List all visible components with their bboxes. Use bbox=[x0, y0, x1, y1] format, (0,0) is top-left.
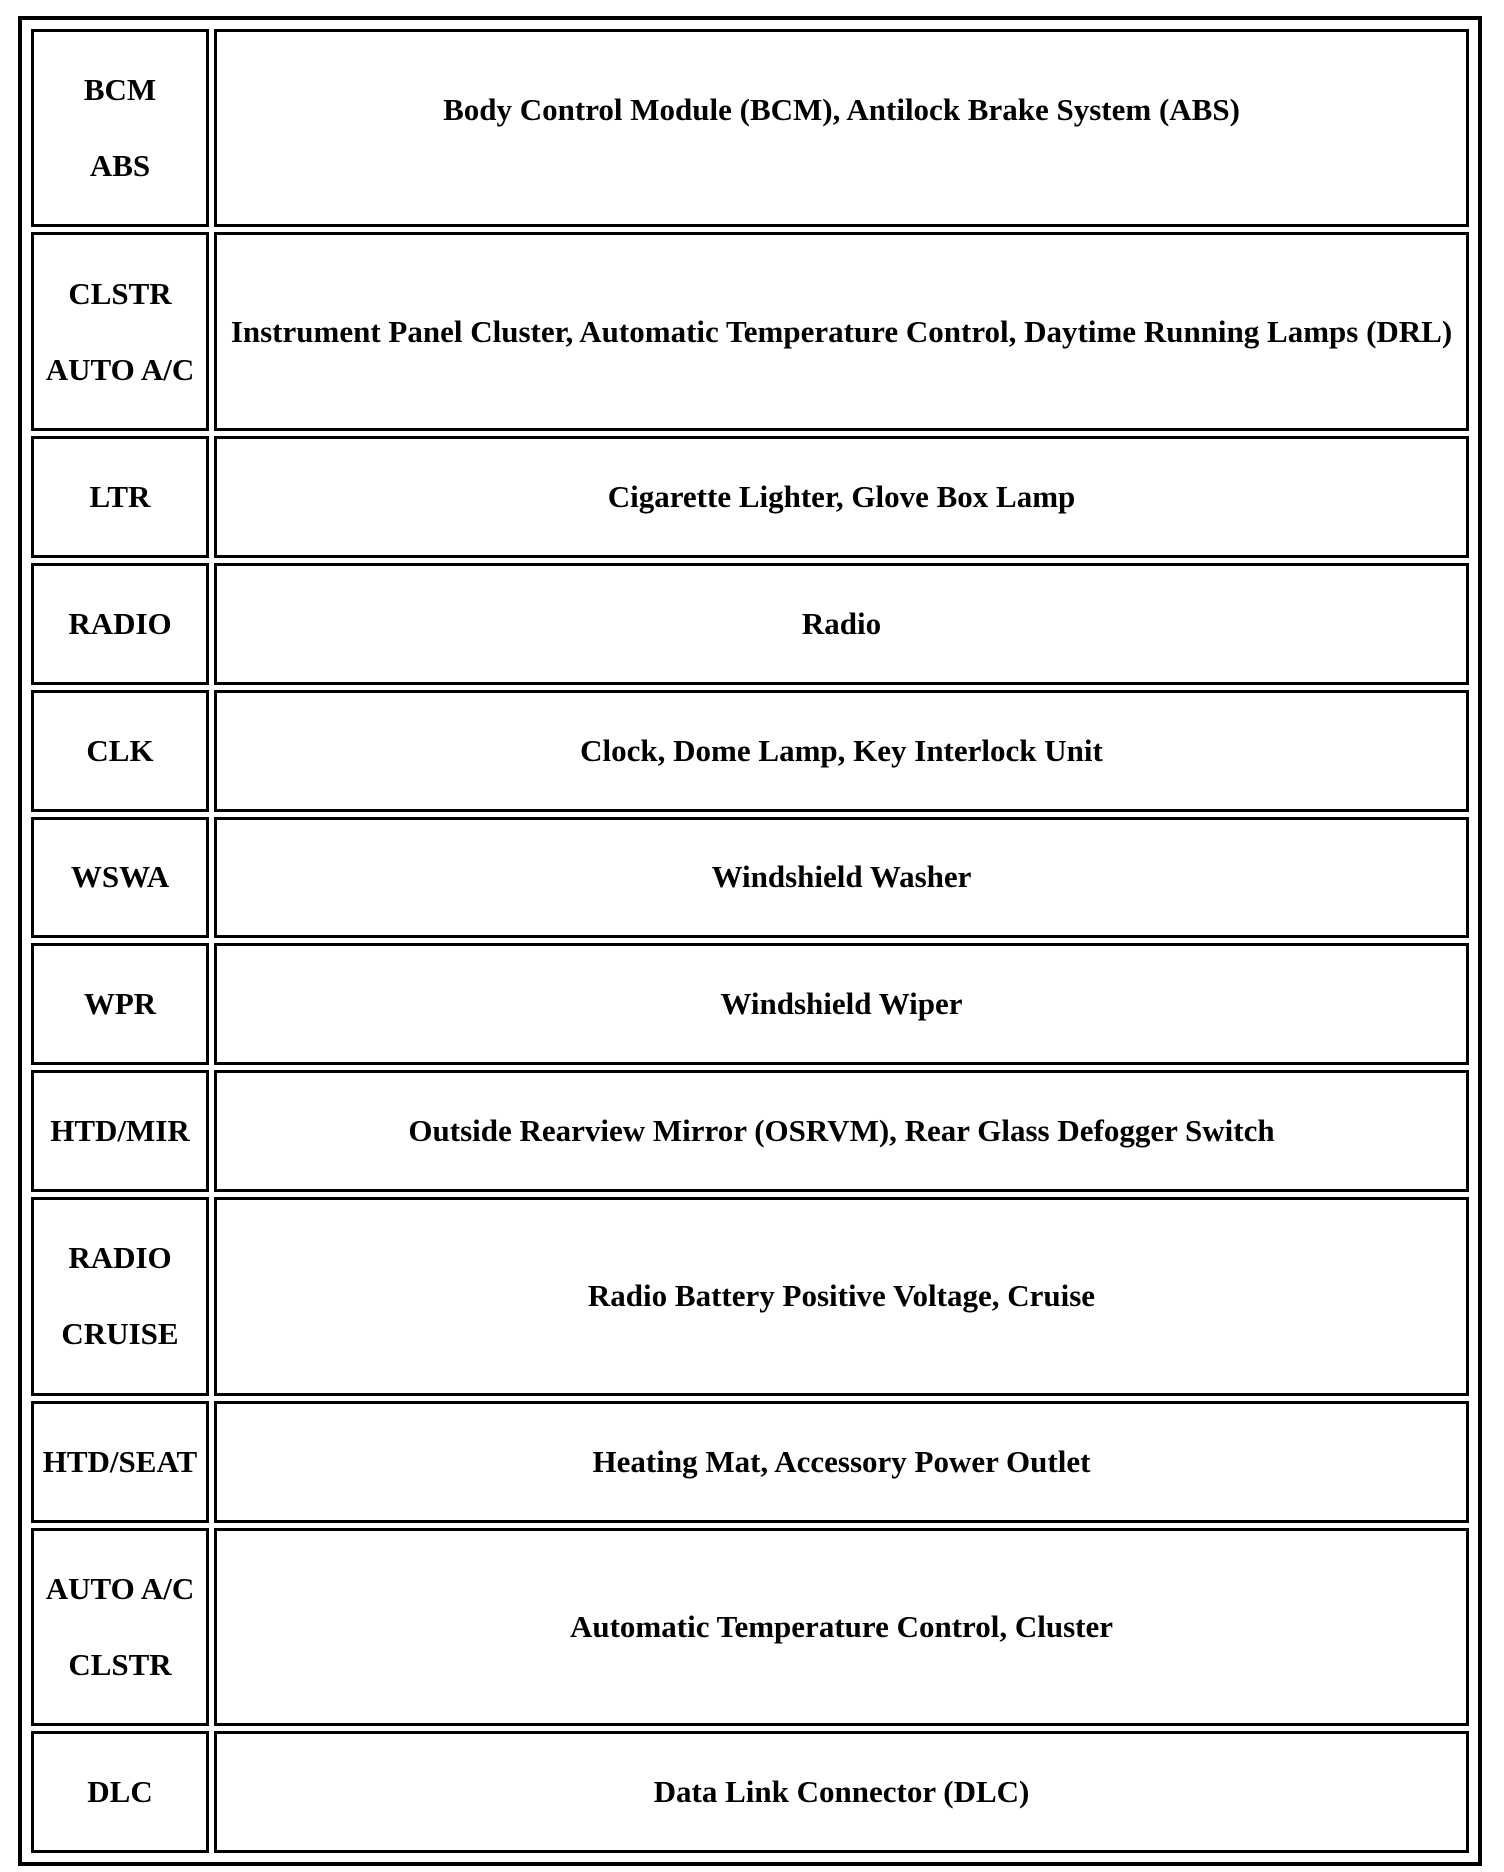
fuse-description: Instrument Panel Cluster, Automatic Temperature Control, Daytime Running Lamps (DRL) bbox=[214, 232, 1469, 430]
fuse-label: AUTO A/C bbox=[45, 351, 195, 387]
table-row bbox=[31, 1197, 1469, 1395]
fuse-description: Outside Rearview Mirror (OSRVM), Rear Glass Defogger Switch bbox=[214, 1070, 1469, 1192]
table-row bbox=[31, 1070, 1469, 1192]
fuse-label: LTR bbox=[89, 478, 151, 514]
fuse-name-cell bbox=[31, 817, 209, 939]
fuse-name-cell bbox=[31, 1528, 209, 1726]
fuse-description: Automatic Temperature Control, Cluster bbox=[214, 1528, 1469, 1726]
fuse-description: Data Link Connector (DLC) bbox=[214, 1731, 1469, 1853]
fuse-usage-table bbox=[26, 24, 1474, 1858]
fuse-description: Windshield Wiper bbox=[214, 943, 1469, 1065]
fuse-label: CRUISE bbox=[61, 1316, 179, 1352]
table-row bbox=[31, 817, 1469, 939]
fuse-description: Radio bbox=[214, 563, 1469, 685]
fuse-name-cell bbox=[31, 943, 209, 1065]
fuse-label: WSWA bbox=[70, 859, 170, 895]
fuse-table-frame bbox=[18, 16, 1482, 1866]
fuse-name-cell bbox=[31, 29, 209, 227]
fuse-label: AUTO A/C bbox=[45, 1570, 195, 1606]
fuse-name-cell bbox=[31, 232, 209, 430]
table-row bbox=[31, 436, 1469, 558]
fuse-description: Heating Mat, Accessory Power Outlet bbox=[214, 1401, 1469, 1523]
table-row bbox=[31, 232, 1469, 430]
fuse-label: WPR bbox=[83, 986, 157, 1022]
fuse-label: CLSTR bbox=[68, 1646, 172, 1682]
fuse-label: BCM bbox=[83, 72, 157, 108]
table-row bbox=[31, 1528, 1469, 1726]
fuse-description: Cigarette Lighter, Glove Box Lamp bbox=[214, 436, 1469, 558]
fuse-label: CLSTR bbox=[68, 275, 172, 311]
fuse-label: RADIO bbox=[68, 1240, 172, 1276]
fuse-label: ABS bbox=[89, 148, 151, 184]
fuse-name-cell bbox=[31, 690, 209, 812]
fuse-description: Windshield Washer bbox=[214, 817, 1469, 939]
fuse-name-cell bbox=[31, 1197, 209, 1395]
table-row bbox=[31, 690, 1469, 812]
fuse-name-cell bbox=[31, 436, 209, 558]
fuse-label: DLC bbox=[87, 1773, 153, 1809]
table-row bbox=[31, 943, 1469, 1065]
fuse-name-cell bbox=[31, 1401, 209, 1523]
table-row bbox=[31, 1401, 1469, 1523]
fuse-description: Radio Battery Positive Voltage, Cruise bbox=[214, 1197, 1469, 1395]
fuse-name-cell bbox=[31, 1070, 209, 1192]
fuse-label: HTD/SEAT bbox=[42, 1443, 198, 1479]
fuse-description: Body Control Module (BCM), Antilock Brake System (ABS) bbox=[214, 29, 1469, 227]
fuse-name-cell bbox=[31, 1731, 209, 1853]
table-row bbox=[31, 29, 1469, 227]
fuse-name-cell bbox=[31, 563, 209, 685]
fuse-label: CLK bbox=[86, 732, 154, 768]
table-row bbox=[31, 1731, 1469, 1853]
fuse-label: RADIO bbox=[68, 605, 172, 641]
fuse-description: Clock, Dome Lamp, Key Interlock Unit bbox=[214, 690, 1469, 812]
fuse-label: HTD/MIR bbox=[50, 1113, 190, 1149]
table-row bbox=[31, 563, 1469, 685]
